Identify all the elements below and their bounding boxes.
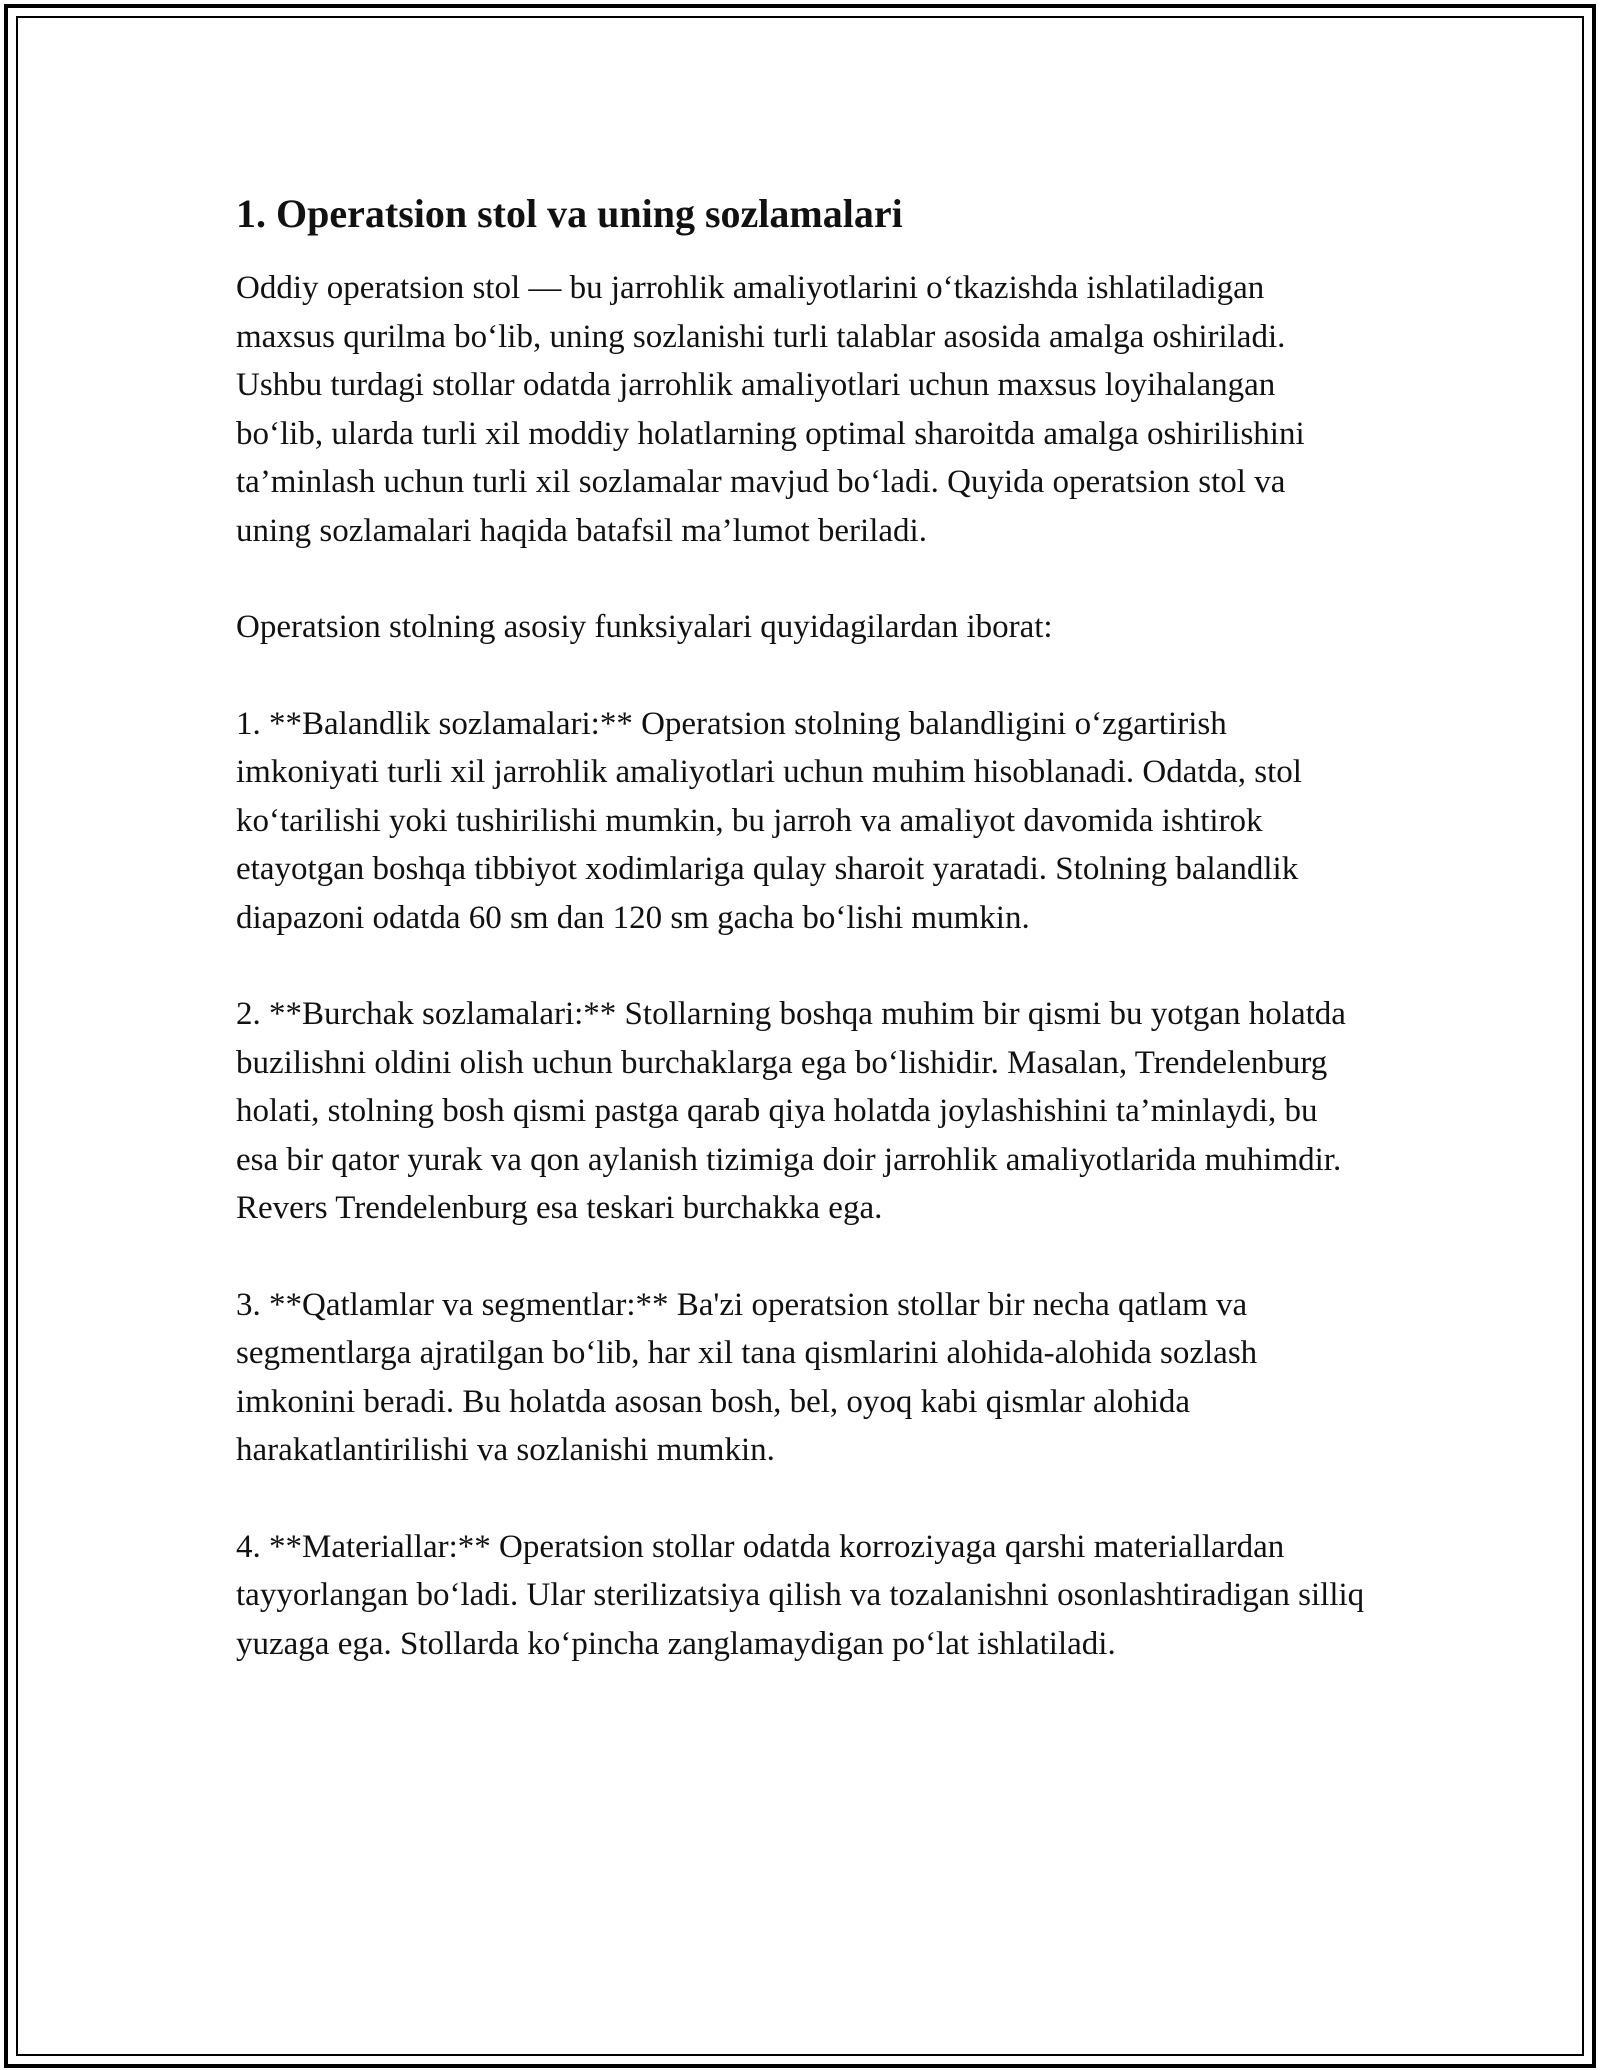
paragraph-layers-segments: 3. **Qatlamlar va segmentlar:** Ba'zi operatsion stollar bir necha qatlam va segmentlarga ajratilgan bo‘lib, har xil tana qismlarini alohida-alohida sozlash imkonini beradi. Bu holatda asosan bosh, bel, oyoq kabi qismlar alohida harakatlantirilishi va sozlanishi mumkin. xyxy=(236,1286,1258,1468)
paragraph-functions-lead: Operatsion stolning asosiy funksiyalari quyidagilardan iborat: xyxy=(236,609,1053,645)
paragraph-angle-settings: 2. **Burchak sozlamalari:** Stollarning boshqa muhim bir qismi bu yotgan holatda buzilishni oldini olish uchun burchaklarga ega bo‘lishidir. Masalan, Trendelenburg holati, stolning bosh qismi pastga qarab qiya holatda joylashishini ta’minlaydi, bu esa bir qator yurak va qon aylanish tizimiga doir jarrohlik amaliyotlarida muhimdir. Revers Trendelenburg esa teskari burchakka ega. xyxy=(236,996,1346,1226)
paragraph-height-settings: 1. **Balandlik sozlamalari:** Operatsion stolning balandligini o‘zgartirish imkoniyati turli xil jarrohlik amaliyotlari uchun muhim hisoblanadi. Odatda, stol ko‘tarilishi yoki tushirilishi mumkin, bu jarroh va amaliyot davomida ishtirok etayotgan boshqa tibbiyot xodimlariga qulay sharoit yaratadi. Stolning balandlik diapazoni odatda 60 sm dan 120 sm gacha bo‘lishi mumkin. xyxy=(236,705,1302,936)
paragraph-materials: 4. **Materiallar:** Operatsion stollar odatda korroziyaga qarshi materiallardan tayyorlangan bo‘ladi. Ular sterilizatsiya qilish va tozalanishni osonlashtiradigan silliq yuzaga ega. Stollarda ko‘pincha zanglamaydigan po‘lat ishlatiladi. xyxy=(236,1528,1365,1662)
document-body xyxy=(236,190,1366,1716)
section-heading: 1. Operatsion stol va uning sozlamalari xyxy=(236,191,903,236)
paragraph-intro: Oddiy operatsion stol — bu jarrohlik amaliyotlarini o‘tkazishda ishlatiladigan maxsus qurilma bo‘lib, uning sozlanishi turli talablar asosida amalga oshiriladi. Ushbu turdagi stollar odatda jarrohlik amaliyotlari uchun maxsus loyihalangan bo‘lib, ularda turli xil moddiy holatlarning optimal sharoitda amalga oshirilishini ta’minlash uchun turli xil sozlamalar mavjud bo‘ladi. Quyida operatsion stol va uning sozlamalari haqida batafsil ma’lumot beriladi. xyxy=(236,270,1305,549)
